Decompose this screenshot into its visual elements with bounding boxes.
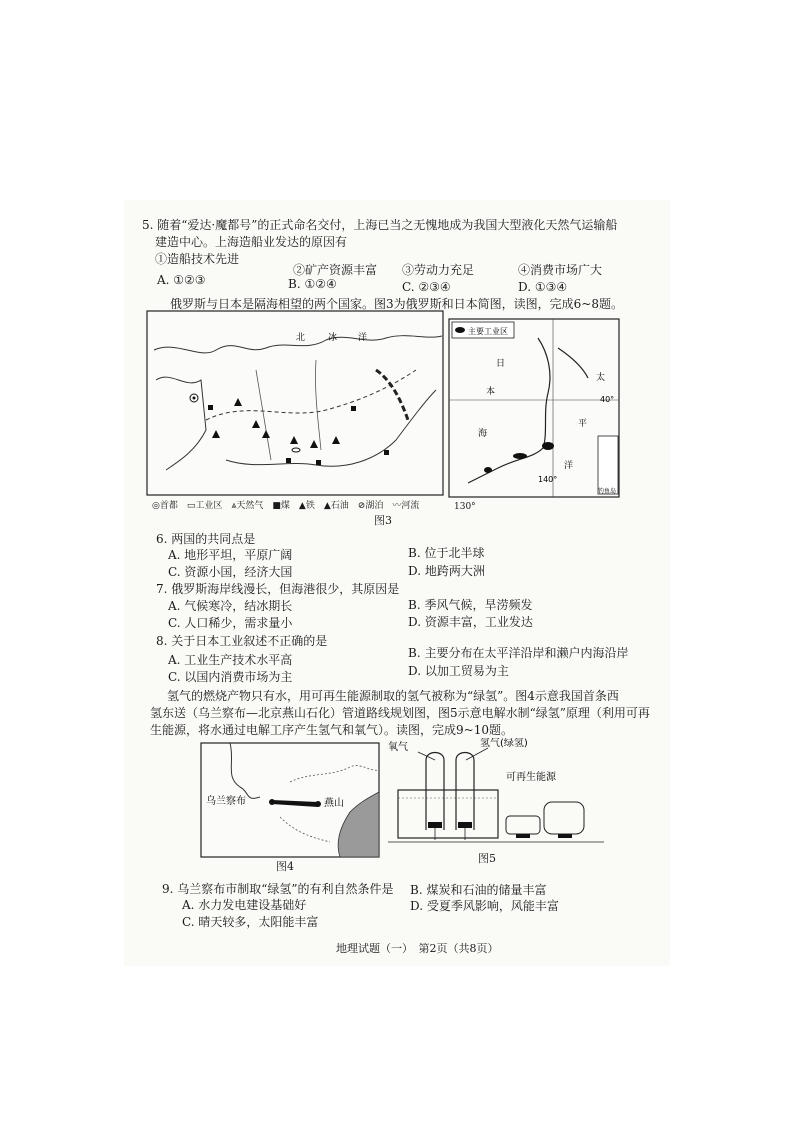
intro-q9-10-line2: 氢东送（乌兰察布—北京燕山石化）管道路线规划图，图5示意电解水制“绿氢”原理（利用可再	[150, 706, 650, 720]
q5-statement-3: ③劳动力充足	[402, 263, 475, 277]
longitude-140: 140°	[538, 475, 558, 484]
renewable-energy-label: 可再生能源	[506, 772, 556, 783]
q5-statement-4: ④消费市场广大	[518, 263, 603, 277]
russia-map	[146, 310, 444, 496]
q7-option-d: D. 资源丰富，工业发达	[408, 615, 533, 629]
pipeline-map	[200, 742, 380, 858]
japan-label-hai: 海	[478, 429, 488, 439]
japan-map	[448, 318, 620, 498]
page-footer: 地理试题（一） 第2页（共8页）	[336, 942, 499, 955]
japan-legend-industry: 主要工业区	[468, 327, 508, 336]
q5-option-d: D. ①③④	[518, 280, 568, 294]
intro-q6-8: 俄罗斯与日本是隔海相望的两个国家。图3为俄罗斯和日本简图，读图，完成6~8题。	[170, 297, 623, 311]
arctic-label-bei: 北	[296, 333, 306, 343]
q5-statement-2: ②矿产资源丰富	[293, 263, 378, 277]
q9-option-a: A. 水力发电建设基础好	[182, 898, 307, 912]
fig3-legend: ◎首都 ▭工业区 ⩓天然气 ■煤 ▲铁 ▲石油 ⊘湖泊 〰河流	[152, 501, 420, 511]
q8-option-c: C. 以国内消费市场为主	[168, 670, 293, 684]
city-yanshan: 燕山	[324, 798, 344, 809]
q7-option-b: B. 季风气候，旱涝频发	[408, 598, 533, 612]
japan-label-ri: 日	[496, 359, 506, 369]
q9-stem: 9. 乌兰察布市制取“绿氢”的有利自然条件是	[162, 882, 394, 896]
pacific-label-yang: 洋	[564, 461, 574, 471]
electrolysis-diagram	[388, 738, 604, 846]
q7-option-c: C. 人口稀少，需求量小	[168, 616, 293, 630]
pacific-label-tai: 太	[596, 373, 606, 383]
q8-option-b: B. 主要分布在太平洋沿岸和濑户内海沿岸	[408, 646, 629, 660]
q6-stem: 6. 两国的共同点是	[156, 532, 256, 546]
intro-q9-10-line3: 生能源，将水通过电解工序产生氢气和氧气）。读图，完成9~10题。	[150, 723, 513, 737]
q6-option-a: A. 地形平坦，平原广阔	[168, 548, 293, 562]
latitude-40: 40°	[600, 395, 615, 404]
fig5-caption: 图5	[478, 852, 496, 865]
q7-option-a: A. 气候寒冷，结冰期长	[168, 599, 293, 613]
q5-option-c: C. ②③④	[402, 280, 451, 294]
q5-option-a: A. ①②③	[157, 273, 206, 287]
q8-option-a: A. 工业生产技术水平高	[168, 653, 293, 667]
inset-label: 钓鱼岛	[598, 488, 617, 495]
q6-option-d: D. 地跨两大洲	[408, 564, 485, 578]
q8-option-d: D. 以加工贸易为主	[408, 664, 509, 678]
japan-label-ben: 本	[486, 387, 496, 397]
q5-statement-1: ①造船技术先进	[155, 252, 240, 266]
q9-option-b: B. 煤炭和石油的储量丰富	[410, 883, 547, 897]
q5-stem-line2: 建造中心。上海造船业发达的原因有	[155, 235, 348, 249]
fig3-caption: 图3	[374, 514, 392, 527]
fig4-caption: 图4	[276, 860, 294, 873]
q5-stem-line1: 5. 随着“爱达·魔都号”的正式命名交付，上海已当之无愧地成为我国大型液化天然气运输船	[142, 218, 618, 232]
longitude-130: 130°	[454, 502, 476, 512]
city-wulanchabu: 乌兰察布	[206, 796, 246, 807]
pacific-label-ping: 平	[578, 419, 588, 429]
q7-stem: 7. 俄罗斯海岸线漫长，但海港很少，其原因是	[156, 582, 400, 596]
q8-stem: 8. 关于日本工业叙述不正确的是	[156, 634, 328, 648]
arctic-label-bing: 冰	[328, 333, 338, 343]
q6-option-b: B. 位于北半球	[408, 546, 485, 560]
q9-option-c: C. 晴天较多，太阳能丰富	[182, 915, 319, 929]
hydrogen-label: 氢气(绿氢)	[480, 738, 528, 749]
q9-option-d: D. 受夏季风影响，风能丰富	[410, 899, 559, 913]
arctic-label-yang: 洋	[358, 333, 368, 343]
oxygen-label: 氧气	[388, 742, 408, 753]
q5-option-b: B. ①②④	[288, 277, 337, 291]
q6-option-c: C. 资源小国，经济大国	[168, 565, 293, 579]
intro-q9-10-line1: 氢气的燃烧产物只有水，用可再生能源制取的氢气被称为“绿氢”。图4示意我国首条西	[167, 689, 619, 703]
